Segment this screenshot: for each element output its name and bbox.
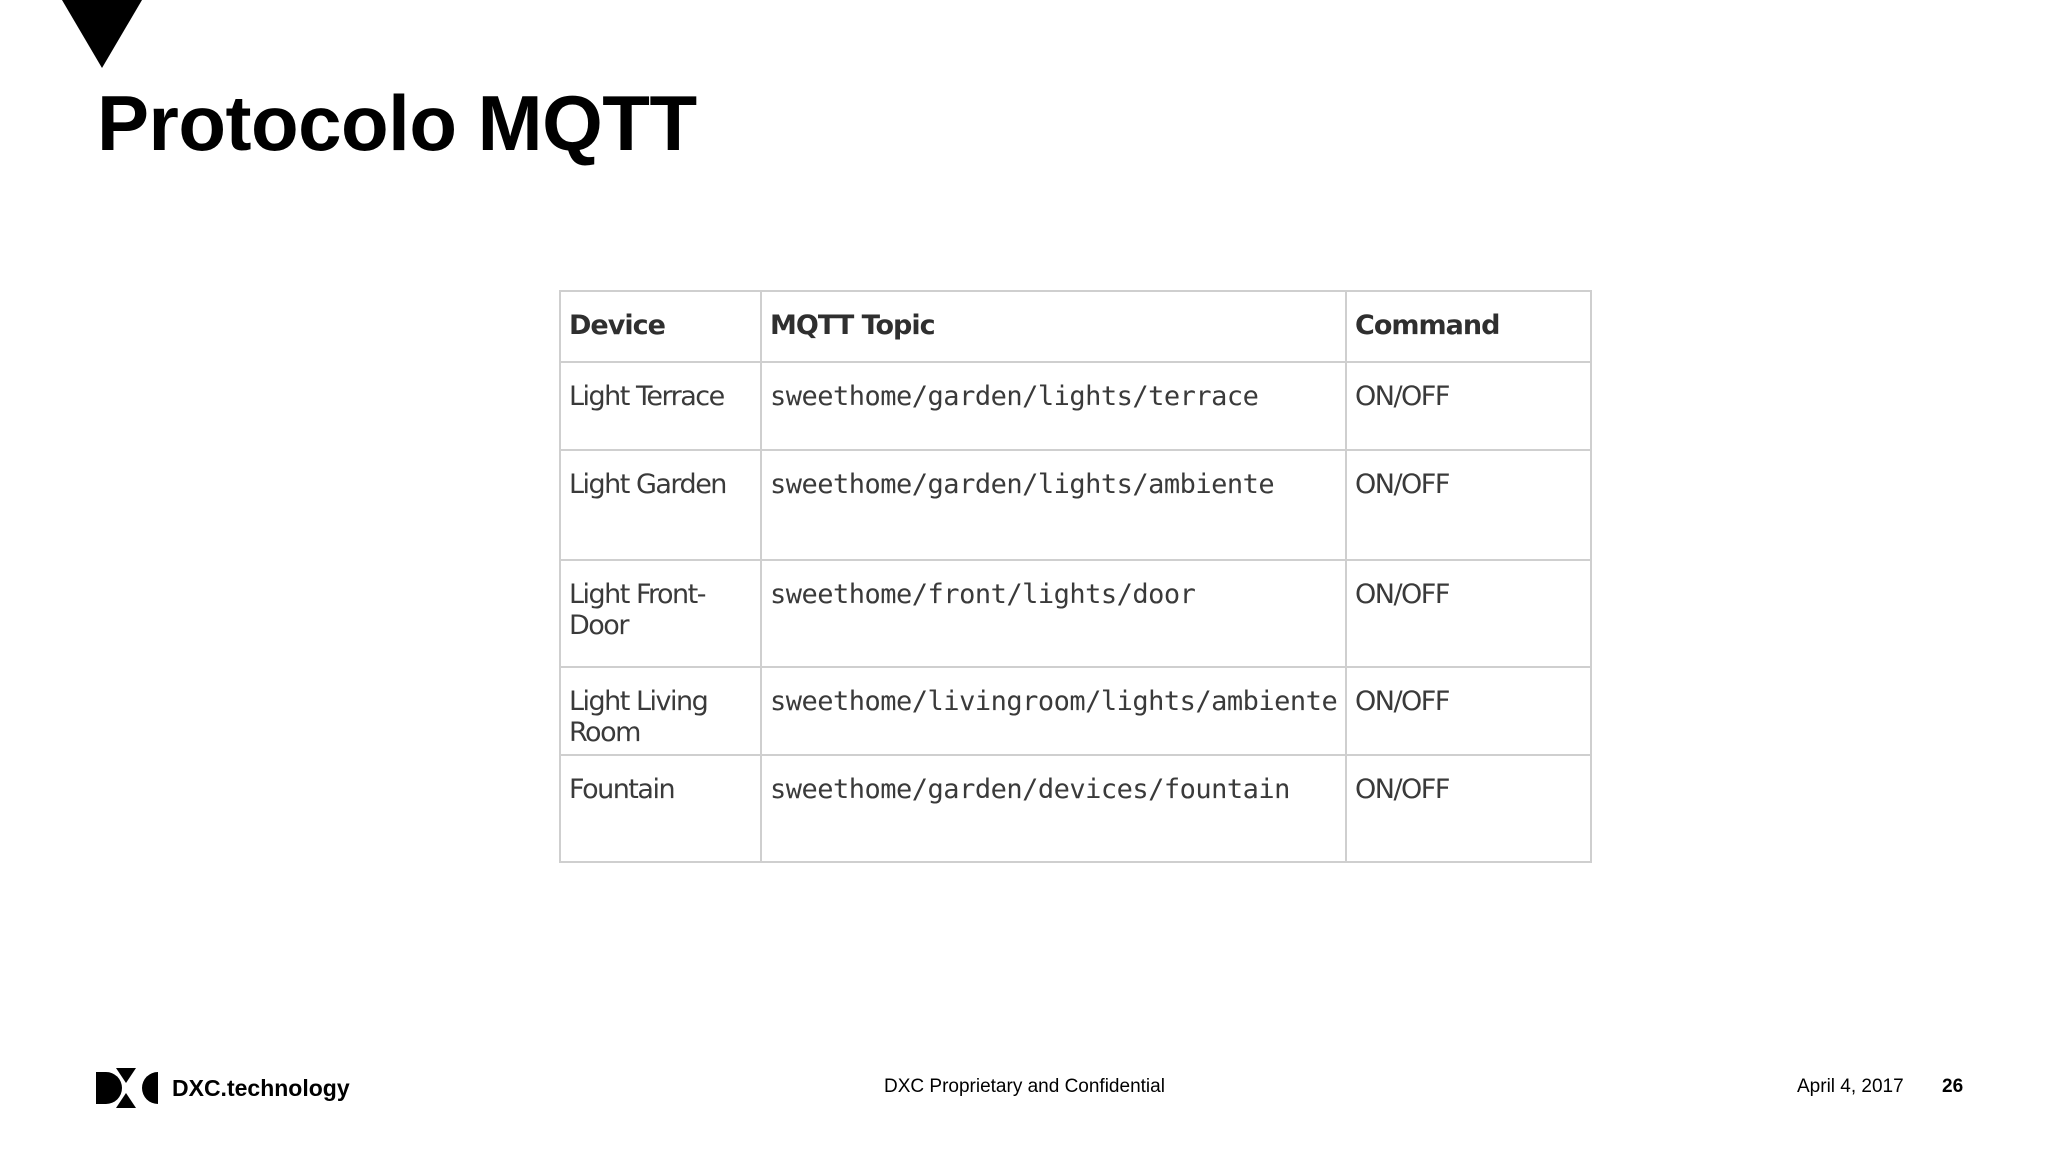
table-header-row (560, 291, 1591, 362)
page-title: Protocolo MQTT (97, 79, 697, 167)
topic-cell: sweethome/garden/devices/fountain (761, 755, 1346, 862)
table-row (560, 755, 1591, 862)
topic-cell: sweethome/livingroom/lights/ambiente (761, 667, 1346, 755)
topic-cell: sweethome/garden/lights/ambiente (761, 450, 1346, 560)
slide-footer (0, 1068, 2048, 1108)
topic-cell: sweethome/garden/lights/terrace (761, 362, 1346, 450)
topic-cell: sweethome/front/lights/door (761, 560, 1346, 667)
header-mqtt-topic: MQTT Topic (761, 291, 1346, 362)
command-cell: ON/OFF (1346, 560, 1591, 667)
mqtt-topics-table (559, 290, 1592, 863)
device-cell: Light Garden (560, 450, 761, 560)
dxc-logo-icon (96, 1068, 158, 1108)
command-cell: ON/OFF (1346, 450, 1591, 560)
header-command: Command (1346, 291, 1591, 362)
dxc-logo (96, 1068, 350, 1108)
table-row (560, 450, 1591, 560)
command-cell: ON/OFF (1346, 362, 1591, 450)
confidential-notice: DXC Proprietary and Confidential (884, 1076, 1165, 1097)
command-cell: ON/OFF (1346, 667, 1591, 755)
page-number: 26 (1942, 1076, 1964, 1097)
device-cell: Light Terrace (560, 362, 761, 450)
device-cell: Fountain (560, 755, 761, 862)
logo-text: DXC.technology (172, 1074, 350, 1101)
header-device: Device (560, 291, 761, 362)
device-cell: Light Front-Door (560, 560, 761, 667)
table-row (560, 362, 1591, 450)
table-row (560, 667, 1591, 755)
mqtt-table-container (559, 290, 1590, 863)
command-cell: ON/OFF (1346, 755, 1591, 862)
device-cell: Light Living Room (560, 667, 761, 755)
slide-date: April 4, 2017 (1797, 1076, 1904, 1097)
corner-triangle-icon (62, 0, 142, 68)
table-row (560, 560, 1591, 667)
